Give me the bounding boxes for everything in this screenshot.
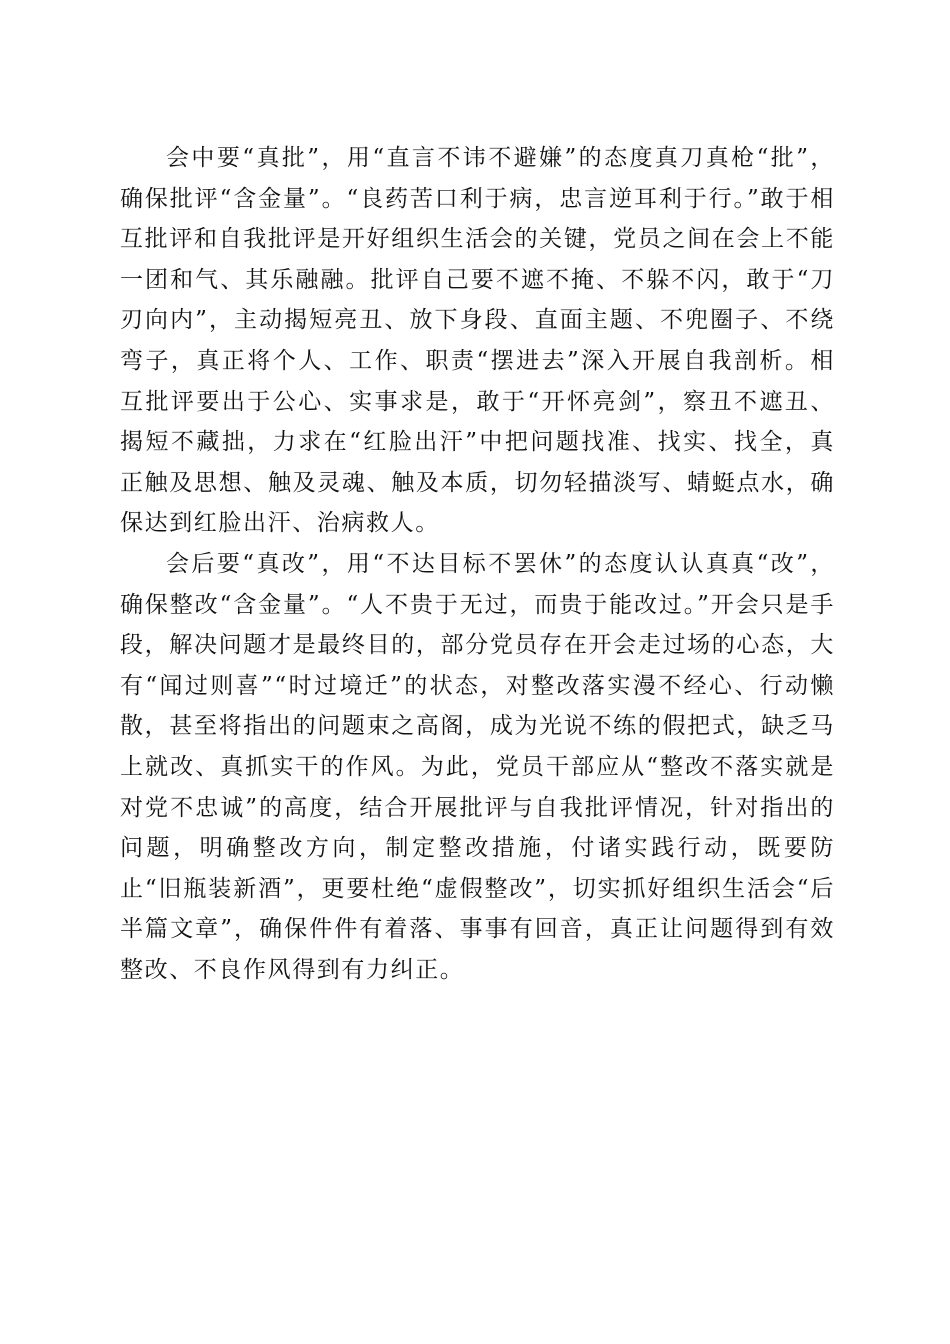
paragraph-rectification-after-meeting: 会后要“真改”，用“不达目标不罢休”的态度认认真真“改”，确保整改“含金量”。“人不贵于无过，而贵于能改过。”开会只是手段，解决问题才是最终目的，部分党员存在开会走过场的心态，大有“闻过则喜”“时过境迁”的状态，对整改落实漫不经心、行动懒散，甚至将指出的问题束之高阁，成为光说不练的假把式，缺乏马上就改、真抓实干的作风。为此，党员干部应从“整改不落实就是对党不忠诚”的高度，结合开展批评与自我批评情况，针对指出的问题，明确整改方向，制定整改措施，付诸实践行动，既要防止“旧瓶装新酒”，更要杜绝“虚假整改”，切实抓好组织生活会“后半篇文章”，确保件件有着落、事事有回音，真正让问题得到有效整改、不良作风得到有力纠正。 bbox=[120, 550, 835, 983]
paragraph-criticism-in-meeting: 会中要“真批”，用“直言不讳不避嫌”的态度真刀真枪“批”，确保批评“含金量”。“良药苦口利于病，忠言逆耳利于行。”敢于相互批评和自我批评是开好组织生活会的关键，党员之间在会上不能一团和气、其乐融融。批评自己要不遮不掩、不躲不闪，敢于“刀刃向内”，主动揭短亮丑、放下身段、直面主题、不兜圈子、不绕弯子，真正将个人、工作、职责“摆进去”深入开展自我剖析。相互批评要出于公心、实事求是，敢于“开怀亮剑”，察丑不遮丑、揭短不藏拙，力求在“红脸出汗”中把问题找准、找实、找全，真正触及思想、触及灵魂、触及本质，切勿轻描淡写、蜻蜓点水，确保达到红脸出汗、治病救人。 bbox=[120, 145, 835, 537]
document-body bbox=[120, 138, 835, 990]
